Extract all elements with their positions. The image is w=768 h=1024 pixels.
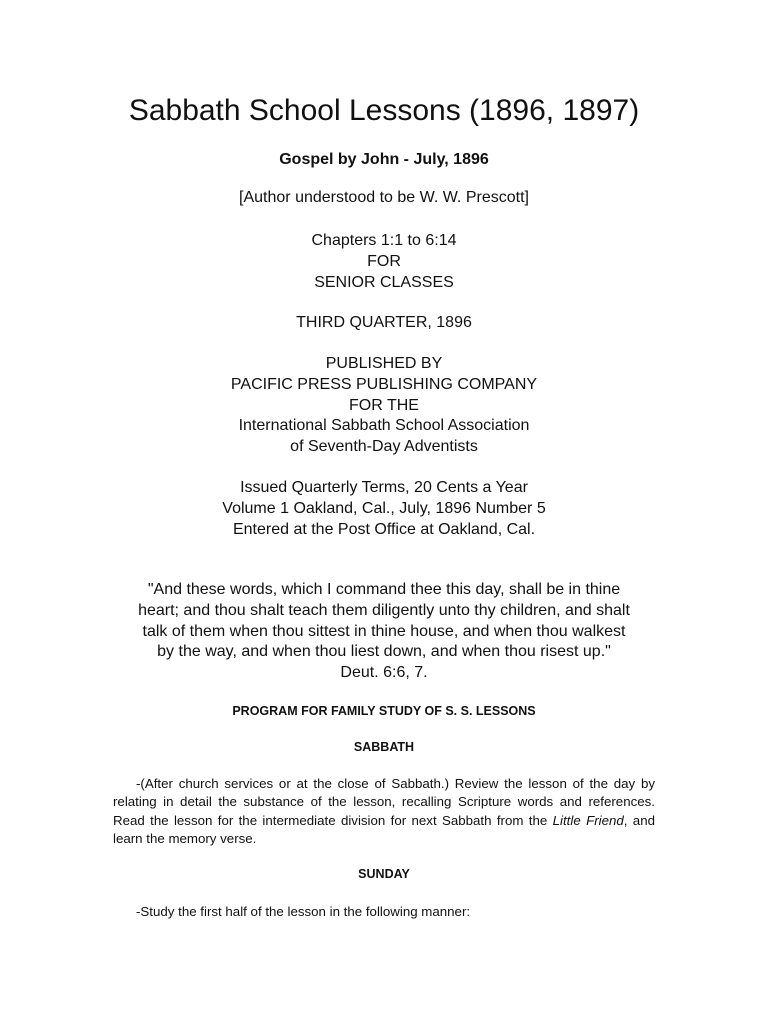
- quote-line-3: talk of them when thou sittest in thine house, and when thou walkest: [142, 622, 626, 640]
- publisher-line-4: International Sabbath School Association: [238, 417, 530, 435]
- quote-line-1: "And these words, which I command thee this day, shall be in thine: [147, 581, 621, 598]
- sunday-heading: SUNDAY: [358, 867, 410, 881]
- chapters-line: Chapters 1:1 to 6:14: [311, 232, 457, 249]
- quote-line-4: by the way, and when thou liest down, and when thou risest up.": [157, 643, 611, 661]
- chapters-for-line: FOR: [367, 252, 401, 270]
- issue-line-2: Volume 1 Oakland, Cal., July, 1896 Number 5: [222, 499, 546, 517]
- little-friend-title: Little Friend: [552, 812, 624, 828]
- chapters-block: [0, 231, 768, 293]
- scripture-quote: [118, 580, 650, 684]
- publisher-line-5: of Seventh-Day Adventists: [290, 438, 478, 456]
- issue-block: [0, 478, 768, 540]
- sabbath-paragraph: [113, 775, 655, 848]
- publisher-line-1: PUBLISHED BY: [325, 355, 443, 372]
- publisher-line-3: FOR THE: [349, 396, 419, 414]
- chapters-classes-line: SENIOR CLASSES: [314, 273, 454, 291]
- quote-line-2: heart; and thou shalt teach them diligently unto thy children, and shalt: [138, 601, 630, 619]
- author-note: [0, 188, 768, 209]
- sunday-paragraph: -Study the first half of the lesson in the following manner:: [136, 904, 471, 919]
- document-title: Sabbath School Lessons (1896, 1897): [128, 94, 640, 127]
- sabbath-text-before: -(After church services or at the close of Sabbath.) Review the lesson of the day by relating in detail the substance of the lesson, recalling Scripture words and references. Read the lesson for the intermediate division for next Sabbath from the: [113, 776, 655, 828]
- sabbath-text-after: , and learn the memory verse.: [113, 812, 655, 846]
- issue-line-3: Entered at the Post Office at Oakland, Cal.: [232, 520, 536, 538]
- issue-line-1: Issued Quarterly Terms, 20 Cents a Year: [240, 479, 528, 496]
- quote-reference: Deut. 6:6, 7.: [340, 664, 428, 682]
- publisher-block: [0, 354, 768, 458]
- document-subtitle: Gospel by John - July, 1896: [279, 151, 489, 168]
- author-note-text: [Author understood to be W. W. Prescott]: [239, 189, 529, 206]
- program-heading: PROGRAM FOR FAMILY STUDY OF S. S. LESSONS: [232, 704, 536, 718]
- quarter-text: THIRD QUARTER, 1896: [296, 314, 472, 331]
- quarter-block: [0, 313, 768, 334]
- sabbath-heading: SABBATH: [353, 740, 415, 754]
- publisher-line-2: PACIFIC PRESS PUBLISHING COMPANY: [230, 375, 538, 393]
